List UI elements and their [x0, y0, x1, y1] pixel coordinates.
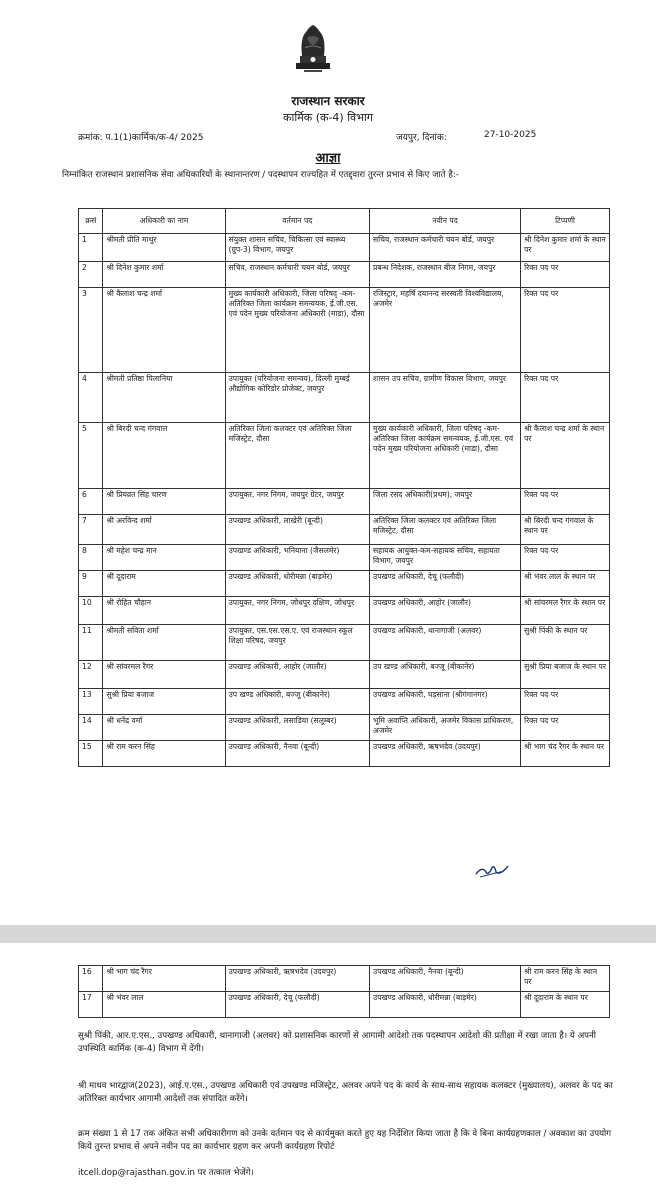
order-number: क्रमांक: प.1(1)कार्मिक/क-4/ 2025 — [78, 133, 204, 143]
table-row — [79, 625, 610, 661]
cell-current-post: उपखण्ड अधिकारी, आहोर (जालौर) — [225, 661, 369, 689]
cell-current-post: उपखण्ड अधिकारी, लाखेरी (बून्दी) — [225, 515, 369, 545]
cell-officer-name: श्री बिरदी चन्द गंगवाल — [103, 423, 225, 489]
cell-sno: 9 — [79, 571, 103, 597]
transfer-table — [78, 208, 610, 767]
table-row — [79, 689, 610, 715]
cell-sno: 7 — [79, 515, 103, 545]
table-row — [79, 661, 610, 689]
col-header-new-post: नवीन पद — [370, 209, 521, 234]
cell-remark: श्री भंवर लाल के स्थान पर — [521, 571, 610, 597]
cell-new-post: उप खण्ड अधिकारी, बज्जू (बीकानेर) — [370, 661, 521, 689]
cell-sno: 15 — [79, 741, 103, 767]
cell-current-post: उपायुक्त, नगर निगम, जोधपुर दक्षिण, जोधपुर — [225, 597, 369, 625]
cell-remark: रिक्त पद पर — [521, 489, 610, 515]
ashoka-emblem-icon — [290, 18, 336, 74]
table-row — [79, 373, 610, 423]
cell-sno: 1 — [79, 234, 103, 262]
cell-new-post: उपखण्ड अधिकारी, आहोर (जालौर) — [370, 597, 521, 625]
cell-sno: 5 — [79, 423, 103, 489]
cell-sno: 12 — [79, 661, 103, 689]
table-row — [79, 992, 610, 1018]
cell-remark: श्री कैलाश चन्द्र शर्मा के स्थान पर — [521, 423, 610, 489]
cell-officer-name: श्री धनेंद्र वर्मा — [103, 715, 225, 741]
cell-officer-name: श्रीमती प्रीति माथुर — [103, 234, 225, 262]
cell-officer-name: श्रीमती प्रतिष्ठा पिलानिया — [103, 373, 225, 423]
paragraph-relieving-instruction: क्रम संख्या 1 से 17 तक अंकित सभी अधिकारीगण को उनके वर्तमान पद से कार्यमुक्त करते हुए यह निर्देशित किया जाता है कि वे बिना कार्यग्रहणकाल / अवकाश का उपयोग किये तुरन्त प्रभाव से अपने नवीन पद का कार्यभार ग्रहण कर अपनी कार्यग्रहण रिपोर्ट — [78, 1129, 612, 1152]
cell-current-post: उपखण्ड अधिकारी, भनियाना (जैसलमेर) — [225, 545, 369, 571]
table-row — [79, 423, 610, 489]
cell-current-post: उपायुक्त (परियोजना समन्वय), दिल्ली मुम्बई औद्योगिक कोरिडोर प्रोजेक्ट, जयपुर — [225, 373, 369, 423]
cell-sno: 4 — [79, 373, 103, 423]
cell-new-post: प्रबन्ध निदेशक, राजस्थान बीज निगम, जयपुर — [370, 262, 521, 288]
cell-sno: 10 — [79, 597, 103, 625]
cell-new-post: सहायक आयुक्त-कम-सहायक सचिव, सहायता विभाग, जयपुर — [370, 545, 521, 571]
cell-sno: 2 — [79, 262, 103, 288]
table-row — [79, 288, 610, 373]
cell-current-post: मुख्य कार्यकारी अधिकारी, जिला परिषद् -कम- अतिरिक्त जिला कार्यक्रम समन्वयक, ई.जी.एस. एवं पदेन मुख्य परियोजना अधिकारी (माडा), दौसा — [225, 288, 369, 373]
cell-new-post: भूमि अवाप्ति अधिकारी, अजमेर विकास प्राधिकरण, अजमेर — [370, 715, 521, 741]
cell-officer-name: श्री महेश चन्द्र मान — [103, 545, 225, 571]
transfer-table-continued — [78, 965, 610, 1018]
cell-current-post: उपायुक्त, एस.एस.एस.ए. एवं राजस्थान स्कूल शिक्षा परिषद, जयपुर — [225, 625, 369, 661]
cell-current-post: उपायुक्त, नगर निगम, जयपुर ग्रेटर, जयपुर — [225, 489, 369, 515]
cell-sno: 14 — [79, 715, 103, 741]
page-title: आज्ञा — [315, 151, 341, 166]
cell-current-post: संयुक्त शासन सचिव, चिकित्सा एवं स्वास्थ्य (ग्रुप-3) विभाग, जयपुर — [225, 234, 369, 262]
cell-officer-name: श्री भंवर लाल — [103, 992, 225, 1018]
cell-new-post: उपखण्ड अधिकारी, थानागाजी (अलवर) — [370, 625, 521, 661]
table-row — [79, 966, 610, 992]
cell-new-post: मुख्य कार्यकारी अधिकारी, जिला परिषद् -कम- अतिरिक्त जिला कार्यक्रम समन्वयक, ई.जी.एस. एवं पदेन मुख्य परियोजना अधिकारी (माडा), दौसा — [370, 423, 521, 489]
cell-officer-name: श्री प्रियव्रत सिंह चारण — [103, 489, 225, 515]
table-row — [79, 715, 610, 741]
cell-remark: श्री दिनेश कुमार शर्मा के स्थान पर — [521, 234, 610, 262]
cell-new-post: सचिव, राजस्थान कर्मचारी चयन बोर्ड, जयपुर — [370, 234, 521, 262]
intro-text: निम्नांकित राजस्थान प्रशासनिक सेवा अधिकारियों के स्थानान्तरण / पदस्थापन राज्यहित में एतद्द्वारा तुरन्त प्रभाव से किए जाते है:- — [62, 170, 459, 180]
cell-sno: 16 — [79, 966, 103, 992]
cell-remark: सुश्री प्रिया बजाज के स्थान पर — [521, 661, 610, 689]
cell-current-post: सचिव, राजस्थान कर्मचारी चयन बोर्ड, जयपुर — [225, 262, 369, 288]
cell-remark: रिक्त पद पर — [521, 715, 610, 741]
table-row — [79, 262, 610, 288]
cell-remark: श्री राम करन सिंह के स्थान पर — [521, 966, 610, 992]
cell-officer-name: श्री भाग चंद रैगर — [103, 966, 225, 992]
cell-officer-name: सुश्री प्रिया बजाज — [103, 689, 225, 715]
cell-officer-name: श्री राम करन सिंह — [103, 741, 225, 767]
cell-current-post: उपखण्ड अधिकारी, धोरीमन्ना (बाड़मेर) — [225, 571, 369, 597]
cell-officer-name: श्री सांवरमल रैगर — [103, 661, 225, 689]
table-row — [79, 515, 610, 545]
cell-new-post: उपखण्ड अधिकारी, ऋषभदेव (उदयपुर) — [370, 741, 521, 767]
paragraph-additional-charge: श्री माधव भारद्वाज(2023), आई.ए.एस., उपखण्ड अधिकारी एवं उपखण्ड मजिस्ट्रेट, अलवर अपने पद के कार्य के साथ-साथ सहायक कलक्टर (मुख्यालय), अलवर के पद का अतिरिक्त कार्यभार आगामी आदेशों तक संपादित करेंगे। — [78, 1081, 613, 1104]
signature-icon — [474, 858, 512, 880]
cell-sno: 3 — [79, 288, 103, 373]
cell-current-post: अतिरिक्त जिला कलक्टर एवं अतिरिक्त जिला मजिस्ट्रेट, दौसा — [225, 423, 369, 489]
cell-remark: श्री सांवरमल रैगर के स्थान पर — [521, 597, 610, 625]
cell-new-post: उपखण्ड अधिकारी, नैनवा (बून्दी) — [370, 966, 521, 992]
cell-new-post: उपखण्ड अधिकारी, धोरीमन्ना (बाड़मेर) — [370, 992, 521, 1018]
cell-current-post: उप खण्ड अधिकारी, बज्जू (बीकानेर) — [225, 689, 369, 715]
department-name: कार्मिक (क-4) विभाग — [283, 111, 373, 124]
cell-remark: श्री बिरदी चन्द गंगवाल के स्थान पर — [521, 515, 610, 545]
table-row — [79, 597, 610, 625]
cell-remark: रिक्त पद पर — [521, 262, 610, 288]
cell-officer-name: श्री अरविन्द शर्मा — [103, 515, 225, 545]
table-row — [79, 741, 610, 767]
order-date: 27-10-2025 — [484, 130, 537, 140]
cell-remark: श्री भाग चंद रैगर के स्थान पर — [521, 741, 610, 767]
cell-remark: रिक्त पद पर — [521, 288, 610, 373]
government-name: राजस्थान सरकार — [291, 94, 365, 108]
cell-officer-name: श्री रोहित चौहान — [103, 597, 225, 625]
col-header-name: अधिकारी का नाम — [103, 209, 225, 234]
table-row — [79, 545, 610, 571]
cell-remark: रिक्त पद पर — [521, 373, 610, 423]
place-date-label: जयपुर, दिनांक: — [396, 133, 447, 143]
cell-current-post: उपखण्ड अधिकारी, लसाडिया (सलूम्बर) — [225, 715, 369, 741]
cell-current-post: उपखण्ड अधिकारी, देचू (फलौदी) — [225, 992, 369, 1018]
cell-current-post: उपखण्ड अधिकारी, नैनवा (बून्दी) — [225, 741, 369, 767]
table-row — [79, 489, 610, 515]
col-header-remark: टिप्पणी — [521, 209, 610, 234]
cell-current-post: उपखण्ड अधिकारी, ऋषभदेव (उदयपुर) — [225, 966, 369, 992]
cell-remark: रिक्त पद पर — [521, 545, 610, 571]
table-row — [79, 234, 610, 262]
col-header-current-post: वर्तमान पद — [225, 209, 369, 234]
cell-new-post: उपखण्ड अधिकारी, देचू (फलौदी) — [370, 571, 521, 597]
cell-sno: 13 — [79, 689, 103, 715]
cell-new-post: शासन उप सचिव, ग्रामीण विकास विभाग, जयपुर — [370, 373, 521, 423]
paragraph-report-email: itcell.dop@rajasthan.gov.in पर तत्काल भेजेंगे। — [78, 1168, 254, 1178]
col-header-sno: क्रसं — [79, 209, 103, 234]
cell-officer-name: श्री दूदाराम — [103, 571, 225, 597]
cell-remark: रिक्त पद पर — [521, 689, 610, 715]
cell-officer-name: श्री दिनेश कुमार शर्मा — [103, 262, 225, 288]
cell-new-post: अतिरिक्त जिला कलक्टर एवं अतिरिक्त जिला मजिस्ट्रेट, दौसा — [370, 515, 521, 545]
cell-remark: सुश्री पिंकी के स्थान पर — [521, 625, 610, 661]
cell-remark: श्री दूदाराम के स्थान पर — [521, 992, 610, 1018]
cell-new-post: जिला रसद अधिकारी(प्रथम), जयपुर — [370, 489, 521, 515]
cell-sno: 17 — [79, 992, 103, 1018]
cell-sno: 8 — [79, 545, 103, 571]
cell-new-post: उपखण्ड अधिकारी, घड़साना (श्रीगंगानगर) — [370, 689, 521, 715]
cell-officer-name: श्रीमती सविता शर्मा — [103, 625, 225, 661]
page-separator — [0, 925, 656, 943]
paragraph-waiting-orders: सुश्री पिंकी, आर.ए.एस., उपखण्ड अधिकारी, थानागाजी (अलवर) को प्रशासनिक कारणों से आगामी आदेशो तक पदस्थापन आदेशो की प्रतीक्षा में रखा जाता है। ये अपनी उपस्थिति कार्मिक (क-4) विभाग में देंगी। — [78, 1031, 597, 1054]
cell-sno: 11 — [79, 625, 103, 661]
cell-officer-name: श्री कैलाश चन्द्र शर्मा — [103, 288, 225, 373]
cell-sno: 6 — [79, 489, 103, 515]
table-header-row — [79, 209, 610, 234]
table-row — [79, 571, 610, 597]
cell-new-post: रजिस्ट्रार, महर्षि दयानन्द सरस्वती विश्वविद्यालय, अजमेर — [370, 288, 521, 373]
